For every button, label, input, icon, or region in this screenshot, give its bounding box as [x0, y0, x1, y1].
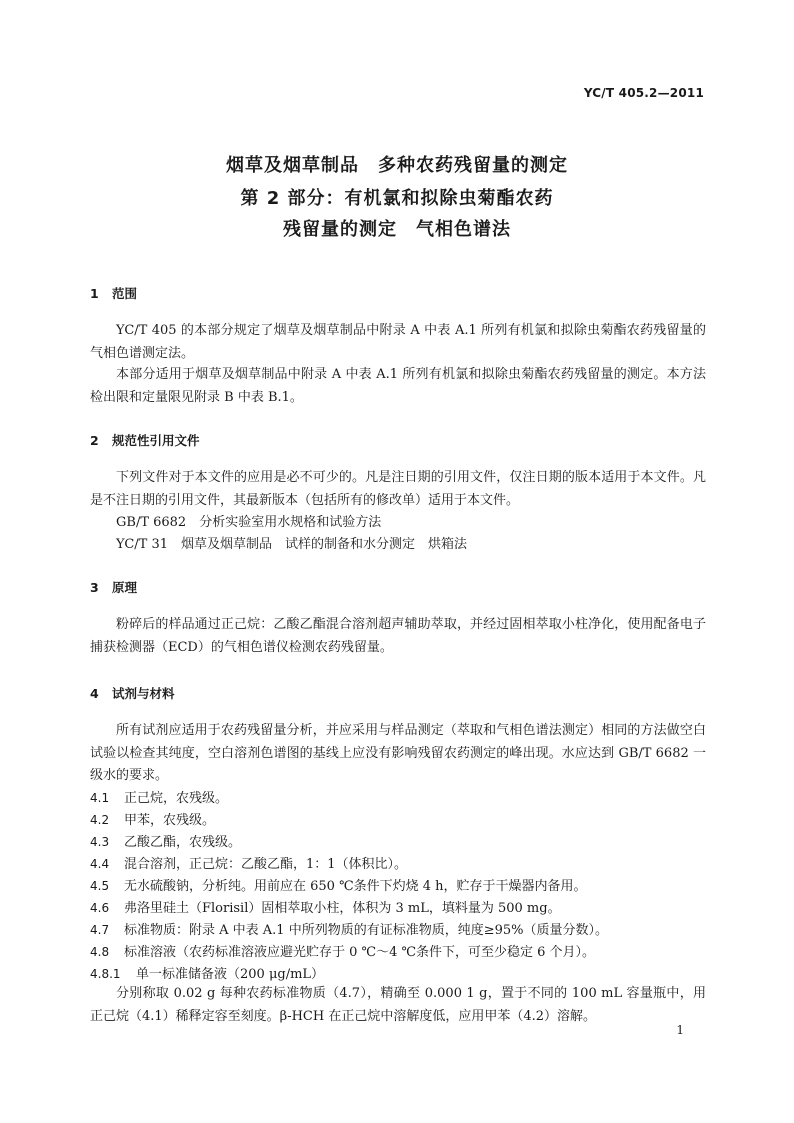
reference-item: YC/T 31 烟草及烟草制品 试样的制备和水分测定 烘箱法: [116, 537, 468, 552]
list-item: [90, 831, 706, 854]
item-number: 4.1: [90, 791, 110, 805]
item-text: 乙酸乙酯，农残级。: [124, 835, 242, 850]
reagents-intro: 所有试剂应适用于农药残留量分析，并应采用与样品测定（萃取和气相色谱法测定）相同的方法做空白试验以检查其纯度，空白溶剂色谱图的基线上应没有影响残留农药测定的峰出现。水应达到 GB/T 6682 一级水的要求。: [90, 723, 706, 783]
item-text: 单一标准储备液（200 μg/mL）: [136, 967, 325, 982]
item-number: 4.5: [90, 879, 110, 893]
item-text: 正己烷，农残级。: [124, 791, 229, 806]
item-number: 4.2: [90, 813, 110, 827]
section-number: 2: [90, 433, 99, 448]
list-item: [90, 875, 706, 898]
item-number: 4.6: [90, 901, 110, 915]
references-intro: 下列文件对于本文件的应用是必不可少的。凡是注日期的引用文件，仅注日期的版本适用于本文件。凡是不注日期的引用文件，其最新版本（包括所有的修改单）适用于本文件。: [90, 470, 706, 508]
item-number: 4.7: [90, 923, 110, 937]
section-heading-references: [90, 431, 200, 449]
page-number: 1: [676, 1023, 684, 1037]
list-item: [90, 897, 706, 920]
item-number: 4.8.1: [90, 967, 121, 981]
section-title: 试剂与材料: [112, 686, 175, 701]
item-text: 标准物质：附录 A 中表 A.1 中所列物质的有证标准物质，纯度≥95%（质量分数）。: [124, 923, 608, 938]
document-title-line-3: 残留量的测定 气相色谱法: [283, 219, 511, 240]
reference-item: GB/T 6682 分析实验室用水规格和试验方法: [116, 515, 382, 530]
standard-stock-solution-paragraph: 分别称取 0.02 g 每种农药标准物质（4.7），精确至 0.000 1 g，置于不同的 100 mL 容量瓶中，用正己烷（4.1）稀释定容至刻度。β-HCH 在正己烷中溶解度低，应用甲苯（4.2）溶解。: [90, 986, 706, 1024]
list-item: [90, 809, 706, 832]
scope-paragraph-2: 本部分适用于烟草及烟草制品中附录 A 中表 A.1 所列有机氯和拟除虫菊酯农药残留量的测定。本方法检出限和定量限见附录 B 中表 B.1。: [90, 367, 706, 405]
section-number: 1: [90, 286, 99, 301]
item-number: 4.4: [90, 857, 110, 871]
section-number: 3: [90, 580, 99, 595]
standard-code: YC/T 405.2—2011: [583, 86, 704, 100]
item-text: 甲苯，农残级。: [124, 813, 216, 828]
list-item: [90, 941, 706, 964]
item-text: 无水硫酸钠，分析纯。用前应在 650 ℃条件下灼烧 4 h，贮存于干燥器内备用。: [124, 879, 587, 894]
item-text: 标准溶液（农药标准溶液应避光贮存于 0 ℃～4 ℃条件下，可至少稳定 6 个月）。: [124, 945, 596, 960]
section-heading-scope: [90, 284, 137, 302]
document-title-line-2: 第 2 部分：有机氯和拟除虫菊酯农药: [240, 188, 554, 209]
item-number: 4.3: [90, 835, 110, 849]
section-number: 4: [90, 686, 99, 701]
list-item: [90, 853, 706, 876]
section-title: 范围: [112, 286, 138, 301]
section-heading-principle: [90, 578, 137, 596]
item-text: 弗洛里硅土（Florisil）固相萃取小柱，体积为 3 mL，填料量为 500 mg。: [124, 901, 561, 916]
list-item: [90, 787, 706, 810]
section-title: 原理: [112, 580, 138, 595]
item-number: 4.8: [90, 945, 110, 959]
principle-paragraph: 粉碎后的样品通过正己烷：乙酸乙酯混合溶剂超声辅助萃取，并经过固相萃取小柱净化，使用配备电子捕获检测器（ECD）的气相色谱仪检测农药残留量。: [90, 617, 706, 655]
document-title-line-1: 烟草及烟草制品 多种农药残留量的测定: [226, 155, 568, 176]
scope-paragraph-1: YC/T 405 的本部分规定了烟草及烟草制品中附录 A 中表 A.1 所列有机氯和拟除虫菊酯农药残留量的气相色谱测定法。: [90, 323, 706, 361]
item-text: 混合溶剂，正己烷：乙酸乙酯，1：1（体积比）。: [124, 857, 408, 872]
section-heading-reagents: [90, 684, 175, 702]
list-item: [90, 919, 706, 942]
section-title: 规范性引用文件: [112, 433, 200, 448]
